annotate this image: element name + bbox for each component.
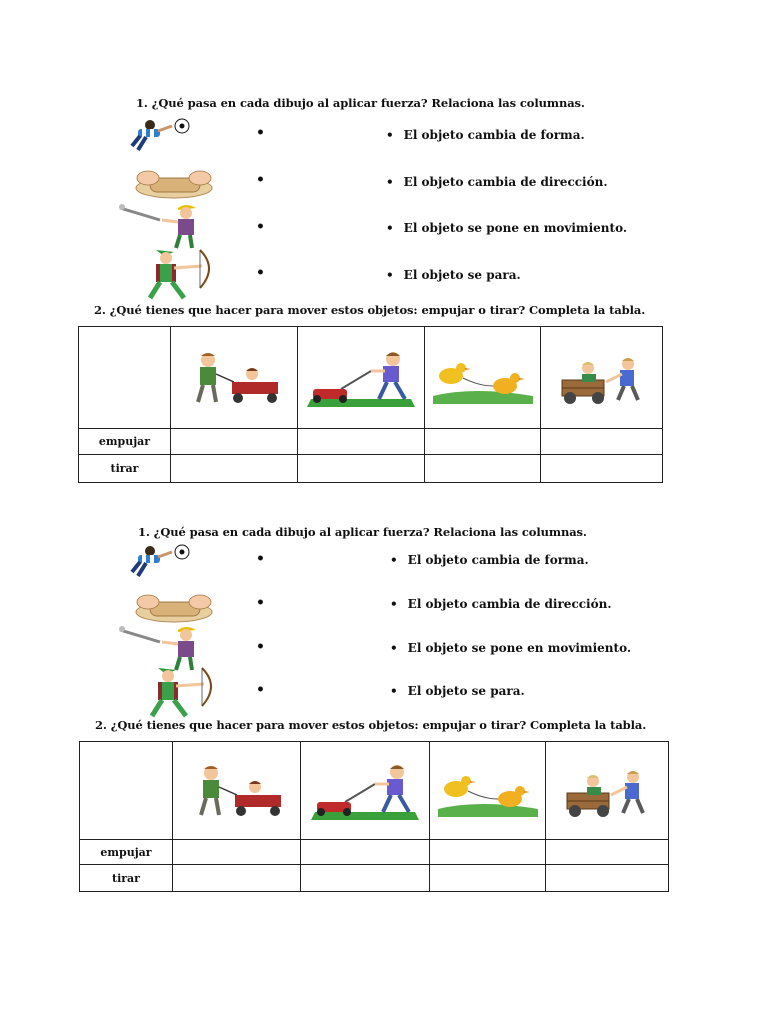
option-4 (386, 268, 521, 282)
left-bullet-2: • (256, 172, 265, 188)
row-label-empujar: empujar (79, 429, 171, 455)
option-text: El objeto cambia de forma. (403, 128, 585, 142)
push-pull-table (78, 326, 663, 483)
left-bullet-3: • (256, 219, 265, 235)
hands-rolling-dough-image (132, 160, 218, 200)
right-bullet: • (386, 128, 394, 142)
boy-pulling-wagon-image (185, 761, 289, 821)
option-text: El objeto se para. (407, 684, 525, 698)
right-bullet: • (390, 553, 398, 567)
picture-cell (301, 742, 430, 840)
ducklings-on-string-image (436, 763, 540, 819)
answer-cell[interactable] (546, 865, 669, 892)
right-bullet: • (386, 268, 394, 282)
option-1 (386, 128, 585, 142)
answer-cell[interactable] (171, 455, 298, 483)
answer-cell[interactable] (430, 865, 546, 892)
left-bullet-4: • (256, 265, 265, 281)
answer-cell[interactable] (171, 429, 298, 455)
hands-rolling-dough-image (132, 584, 218, 624)
answer-cell[interactable] (298, 455, 425, 483)
option-2 (386, 175, 608, 189)
option-4 (390, 684, 525, 698)
left-bullet-3: • (256, 639, 265, 655)
picture-cell (541, 327, 663, 429)
picture-cell (546, 742, 669, 840)
baseball-batter-image (116, 200, 216, 250)
question-1-heading: 1. ¿Qué pasa en cada dibujo al aplicar fuerza? Relaciona las columnas. (136, 96, 585, 110)
answer-cell[interactable] (546, 840, 669, 865)
soccer-player-image (130, 542, 226, 584)
picture-cell (171, 327, 298, 429)
answer-cell[interactable] (173, 840, 301, 865)
option-1 (390, 553, 589, 567)
right-bullet: • (386, 221, 394, 235)
question-1-heading: 1. ¿Qué pasa en cada dibujo al aplicar fuerza? Relaciona las columnas. (138, 525, 587, 539)
answer-cell[interactable] (173, 865, 301, 892)
answer-cell[interactable] (298, 429, 425, 455)
answer-cell[interactable] (425, 429, 541, 455)
left-bullet-1: • (256, 551, 265, 567)
option-text: El objeto cambia de dirección. (407, 597, 612, 611)
picture-cell (430, 742, 546, 840)
soccer-player-image (130, 116, 226, 158)
right-bullet: • (390, 684, 398, 698)
option-2 (390, 597, 612, 611)
push-pull-table (79, 741, 669, 892)
boy-pushing-lawnmower-image (307, 347, 415, 409)
empty-header-cell (80, 742, 173, 840)
option-text: El objeto cambia de dirección. (403, 175, 608, 189)
row-label-empujar: empujar (80, 840, 173, 865)
boy-pushing-lawnmower-image (311, 760, 419, 822)
archer-image (138, 664, 234, 720)
question-2-heading: 2. ¿Qué tienes que hacer para mover estos objetos: empujar o tirar? Completa la tabla. (95, 718, 647, 732)
boys-pushing-cart-image (555, 763, 659, 819)
question-2-heading: 2. ¿Qué tienes que hacer para mover estos objetos: empujar o tirar? Completa la tabla. (94, 303, 646, 317)
boys-pushing-cart-image (550, 350, 654, 406)
right-bullet: • (390, 597, 398, 611)
left-bullet-2: • (256, 595, 265, 611)
left-bullet-4: • (256, 682, 265, 698)
option-text: El objeto se para. (403, 268, 521, 282)
option-text: El objeto cambia de forma. (407, 553, 589, 567)
answer-cell[interactable] (541, 455, 663, 483)
answer-cell[interactable] (301, 840, 430, 865)
picture-cell (425, 327, 541, 429)
picture-cell (173, 742, 301, 840)
boy-pulling-wagon-image (182, 348, 286, 408)
row-label-tirar: tirar (80, 865, 173, 892)
answer-cell[interactable] (541, 429, 663, 455)
right-bullet: • (386, 175, 394, 189)
row-label-tirar: tirar (79, 455, 171, 483)
empty-header-cell (79, 327, 171, 429)
right-bullet: • (390, 641, 398, 655)
answer-cell[interactable] (301, 865, 430, 892)
answer-cell[interactable] (425, 455, 541, 483)
ducklings-on-string-image (431, 350, 535, 406)
option-text: El objeto se pone en movimiento. (403, 221, 628, 235)
option-3 (390, 641, 631, 655)
picture-cell (298, 327, 425, 429)
archer-image (136, 246, 232, 302)
option-3 (386, 221, 627, 235)
answer-cell[interactable] (430, 840, 546, 865)
option-text: El objeto se pone en movimiento. (407, 641, 632, 655)
left-bullet-1: • (256, 125, 265, 141)
